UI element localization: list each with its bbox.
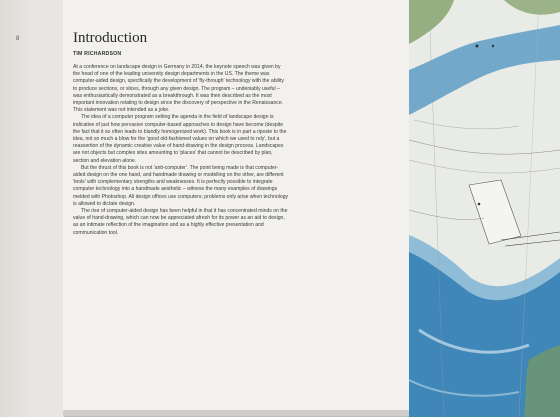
page-number: 8 [16, 36, 20, 42]
paragraph: The idea of a computer program setting the agenda in the field of landscape design is indicative of just how pervasive computer-based approaches to design have become (despite the fact that it so often leads to blandly homogenized work). This book is in part a riposte to the idea, not so much a blow for the 'good old-fashioned values on which we used to rely', but a reassertion of the dynamic creative value of hand-drawing in the design process. Landscapes are not objects but complex sites amounting to 'places' that cannot be described by plan, section and elevation alone. [73, 114, 287, 164]
marker [478, 203, 481, 206]
paragraph: The rise of computer-aided design has been helpful in that it has concentrated minds on the value of hand-drawing, which can now be appreciated afresh for its power as an aid to design, as an intimate reflection of the imagination and as a highly effective presentation and communication tool. [73, 208, 288, 236]
article-title: Introduction [73, 30, 148, 46]
landscape-drawing-illustration [409, 0, 560, 417]
article-body [73, 31, 289, 237]
marker [476, 45, 479, 48]
article-author: TIM RICHARDSON [73, 51, 122, 57]
landscape-drawing [409, 0, 560, 417]
marker [492, 45, 494, 47]
paragraph: At a conference on landscape design in Germany in 2014, the keynote speech was given by the head of one of the leading university design departments in the US. The theme was computer-aided design, specifically the development of 'fly-through' technology with the ability to produce sections, or slices, through any given design. The program – undeniably useful – was enthusiastically demonstrated as a breakthrough. It was then described as the most important innovation relating to design since the discovery of perspective in the Renaissance. This statement was not intended as a joke. [73, 64, 284, 114]
paragraph: But the thrust of this book is not 'anti-computer'. The point being made is that computer-aided design on the one hand, and handmade drawing or modelling on the other, are different 'tools' with complementary strengths and weaknesses. It is perfectly possible to integrate computer technology into a handmade aesthetic – witness the many examples of drawings melded with Photoshop. All design offices use computers; problems only arise when technology is allowed to dictate design. [73, 164, 289, 207]
article-frame [63, 0, 415, 416]
